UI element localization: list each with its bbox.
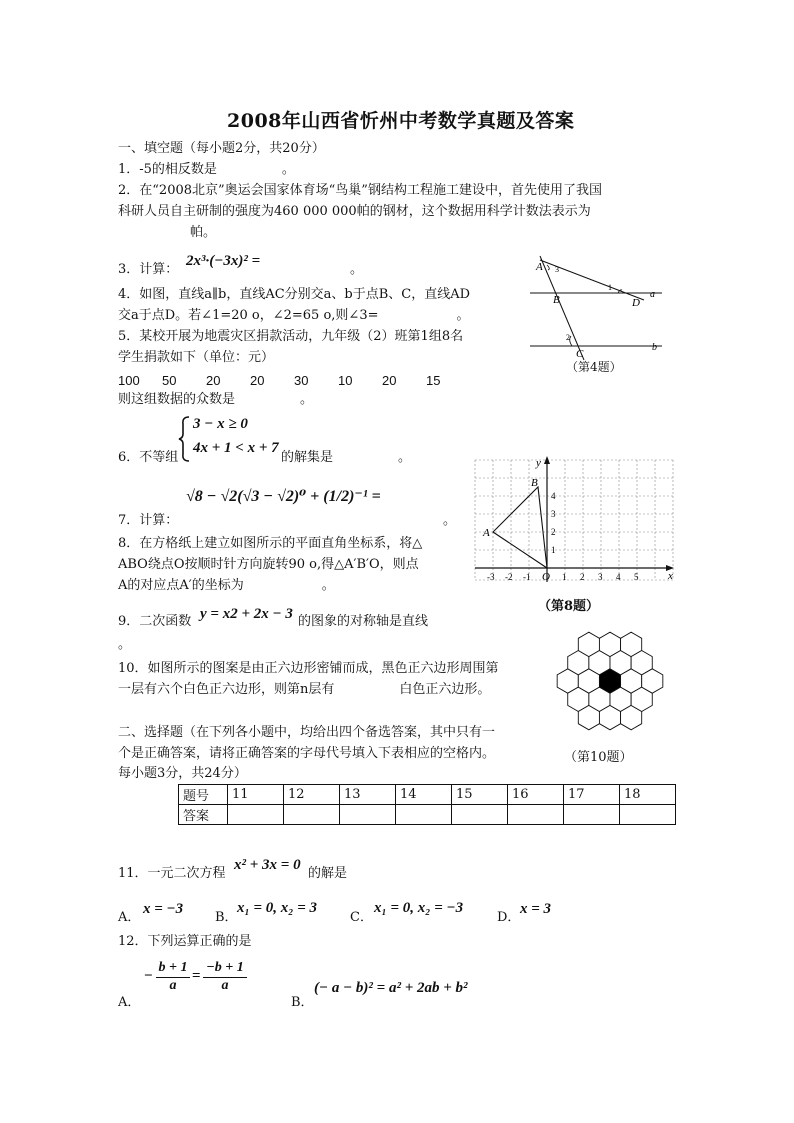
question-3-prefix: 3．计算：	[118, 262, 179, 277]
question-11-prefix: 11．一元二次方程	[118, 866, 226, 881]
donation-value: 20	[250, 373, 265, 388]
label-line-a: a	[650, 289, 655, 300]
point-o-label: O	[542, 571, 550, 583]
table-cell-number: 15	[452, 785, 508, 805]
option-b-letter: B．	[215, 910, 238, 925]
label-angle-3: 3	[555, 265, 559, 274]
question-3-suffix: 。	[350, 262, 364, 277]
svg-text:1: 1	[562, 572, 567, 582]
answer-cell[interactable]	[228, 805, 284, 825]
label-line-b: b	[652, 342, 657, 353]
x-tick-labels	[487, 572, 639, 582]
section-heading-fill-blank: 一、填空题（每小题2分，共20分）	[118, 141, 325, 156]
question-4-line-1: 4．如图，直线a∥b，直线AC分别交a、b于点B、C，直线AD	[118, 287, 471, 302]
option-c-expression: x₁ = 0, x₂ = −3	[374, 900, 464, 916]
table-cell-number: 16	[508, 785, 564, 805]
svg-text:-1: -1	[523, 572, 531, 582]
donation-value: 15	[426, 373, 441, 388]
answer-cell[interactable]	[620, 805, 676, 825]
option-d-letter: D．	[497, 910, 521, 925]
answer-cell[interactable]	[508, 805, 564, 825]
point-b-label: B	[531, 477, 538, 489]
question-9-prefix: 9．二次函数	[118, 614, 192, 629]
question-5-line-3: 则这组数据的众数是 。	[118, 392, 314, 407]
table-cell-number: 12	[284, 785, 340, 805]
option-a-expression: x = −3	[143, 901, 184, 917]
option-b-expression: x₁ = 0, x₂ = 3	[237, 900, 318, 916]
donation-value: 20	[382, 373, 397, 388]
figure-10	[550, 618, 670, 768]
donation-value: 50	[162, 373, 177, 388]
svg-text:3: 3	[598, 572, 603, 582]
table-answer-label: 答案	[179, 805, 228, 825]
question-8-line-3: A的对应点A′的坐标为 。	[118, 578, 335, 593]
question-6-prefix: 6．不等组	[118, 450, 179, 465]
question-9-line-2: 。	[118, 637, 132, 652]
donation-value: 10	[338, 373, 353, 388]
table-header-label: 题号	[179, 785, 228, 805]
table-cell-number: 14	[396, 785, 452, 805]
question-8-line-1: 8．在方格纸上建立如图所示的平面直角坐标系，将△	[118, 536, 423, 551]
svg-text:-2: -2	[505, 572, 513, 582]
question-4-line-2: 交a于点D。若∠1=20 o，∠2=65 o,则∠3= 。	[118, 308, 470, 323]
label-d-point: D	[632, 297, 640, 309]
question-3-expression: 2x³·(−3x)² =	[186, 253, 261, 269]
figure-8-grid	[470, 454, 680, 594]
brace-icon	[178, 416, 190, 462]
section-heading-choice-line-2: 个是正确答案，请将正确答案的字母代号填入下表相应的空格内。	[118, 746, 496, 761]
question-7-prefix: 7．计算：	[118, 513, 179, 528]
figure-4-caption: （第4题）	[566, 360, 622, 374]
option-a-minus-sign: −	[144, 968, 153, 984]
figure-8	[470, 454, 680, 614]
question-9-expression: y = x2 + 2x − 3	[200, 606, 293, 622]
figure-8-caption: （第8题）	[538, 599, 600, 614]
question-6-inequality-2: 4x + 1 < x + 7	[193, 440, 279, 456]
svg-text:2: 2	[551, 527, 556, 537]
label-angle-2: 2	[566, 333, 570, 342]
question-2-line-1: 2．在“2008北京”奥运会国家体育场“鸟巢”钢结构工程施工建设中，首先使用了我国	[118, 183, 602, 198]
fraction-denominator: a	[221, 978, 229, 993]
hexagon-tiling	[550, 618, 670, 738]
question-2-line-2: 科研人员自主研制的强度为460 000 000帕的钢材，这个数据用科学计数法表示为	[118, 204, 591, 219]
figure-10-caption: （第10题）	[564, 750, 633, 765]
option-a-letter: A．	[118, 910, 141, 925]
triangle-abo	[493, 487, 547, 568]
fraction-numerator: b + 1	[156, 960, 190, 978]
question-7-expression: √8 − √2(√3 − √2)⁰ + (1/2)⁻¹ =	[186, 488, 381, 505]
question-5-data-row	[118, 372, 470, 390]
svg-text:2: 2	[580, 572, 585, 582]
table-cell-number: 18	[620, 785, 676, 805]
answer-cell[interactable]	[340, 805, 396, 825]
question-5-line-1: 5．某校开展为地震灾区捐款活动，九年级（2）班第1组8名	[118, 329, 464, 344]
question-12: 12．下列运算正确的是	[118, 934, 252, 949]
donation-value: 100	[118, 373, 140, 388]
question-6-suffix: 的解集是 。	[281, 450, 412, 465]
question-10-line-2: 一层有六个白色正六边形，则第n层有 白色正六边形。	[118, 682, 491, 697]
option-a-letter: A．	[118, 995, 141, 1010]
figure-4	[522, 248, 672, 378]
question-10-line-1: 10．如图所示的图案是由正六边形密铺而成，黑色正六边形周围第	[118, 661, 499, 676]
label-angle-1: 1	[608, 283, 612, 292]
y-axis-label: y	[536, 457, 541, 469]
label-b-point: B	[553, 294, 560, 306]
answer-cell[interactable]	[284, 805, 340, 825]
table-cell-number: 11	[228, 785, 284, 805]
label-c-point: C	[576, 348, 584, 360]
table-row	[179, 805, 676, 825]
fraction-numerator: −b + 1	[203, 960, 247, 978]
svg-text:1: 1	[551, 545, 556, 555]
line-ac	[540, 256, 584, 360]
fraction-denominator: a	[169, 978, 177, 993]
option-d-expression: x = 3	[520, 901, 552, 917]
svg-text:3: 3	[551, 509, 556, 519]
question-7-suffix: 。	[443, 513, 457, 528]
option-b-expression: (− a − b)² = a² + 2ab + b²	[314, 980, 468, 996]
question-11-expression: x² + 3x = 0	[234, 857, 301, 873]
label-a-point: A	[536, 261, 543, 273]
donation-value: 30	[294, 373, 309, 388]
option-a-fraction-left	[156, 960, 190, 994]
svg-text:5: 5	[634, 572, 639, 582]
page-title: 2008年山西省忻州中考数学真题及答案	[227, 110, 575, 132]
option-a-equals-sign: =	[192, 968, 201, 984]
question-1: 1．-5的相反数是 。	[118, 162, 295, 177]
y-tick-labels	[551, 491, 556, 555]
table-cell-number: 13	[340, 785, 396, 805]
svg-text:4: 4	[551, 491, 556, 501]
question-11-suffix: 的解是	[308, 866, 348, 881]
option-b-letter: B．	[291, 995, 314, 1010]
question-5-line-2: 学生捐款如下（单位：元）	[118, 350, 275, 365]
option-c-letter: C．	[350, 910, 373, 925]
option-a-fraction-right	[203, 960, 247, 994]
x-axis-label: x	[668, 570, 673, 582]
answer-cell[interactable]	[396, 805, 452, 825]
section-heading-choice-line-1: 二、选择题（在下列各小题中，均给出四个备选答案，其中只有一	[118, 725, 496, 740]
point-a-label: A	[483, 527, 490, 539]
table-cell-number: 17	[564, 785, 620, 805]
question-6-inequality-1: 3 − x ≥ 0	[193, 416, 248, 432]
question-8-line-2: ABO绕点O按顺时针方向旋转90 o,得△A′B′O，则点	[118, 557, 419, 572]
donation-value: 20	[206, 373, 221, 388]
answer-cell[interactable]	[452, 805, 508, 825]
svg-text:-3: -3	[487, 572, 495, 582]
answer-table	[178, 784, 676, 825]
answer-cell[interactable]	[564, 805, 620, 825]
svg-text:4: 4	[616, 572, 621, 582]
question-9-suffix: 的图象的对称轴是直线	[298, 614, 429, 629]
table-row	[179, 785, 676, 805]
question-2-line-3: 帕。	[190, 225, 217, 240]
section-heading-choice-line-3: 每小题3分，共24分）	[118, 766, 247, 781]
